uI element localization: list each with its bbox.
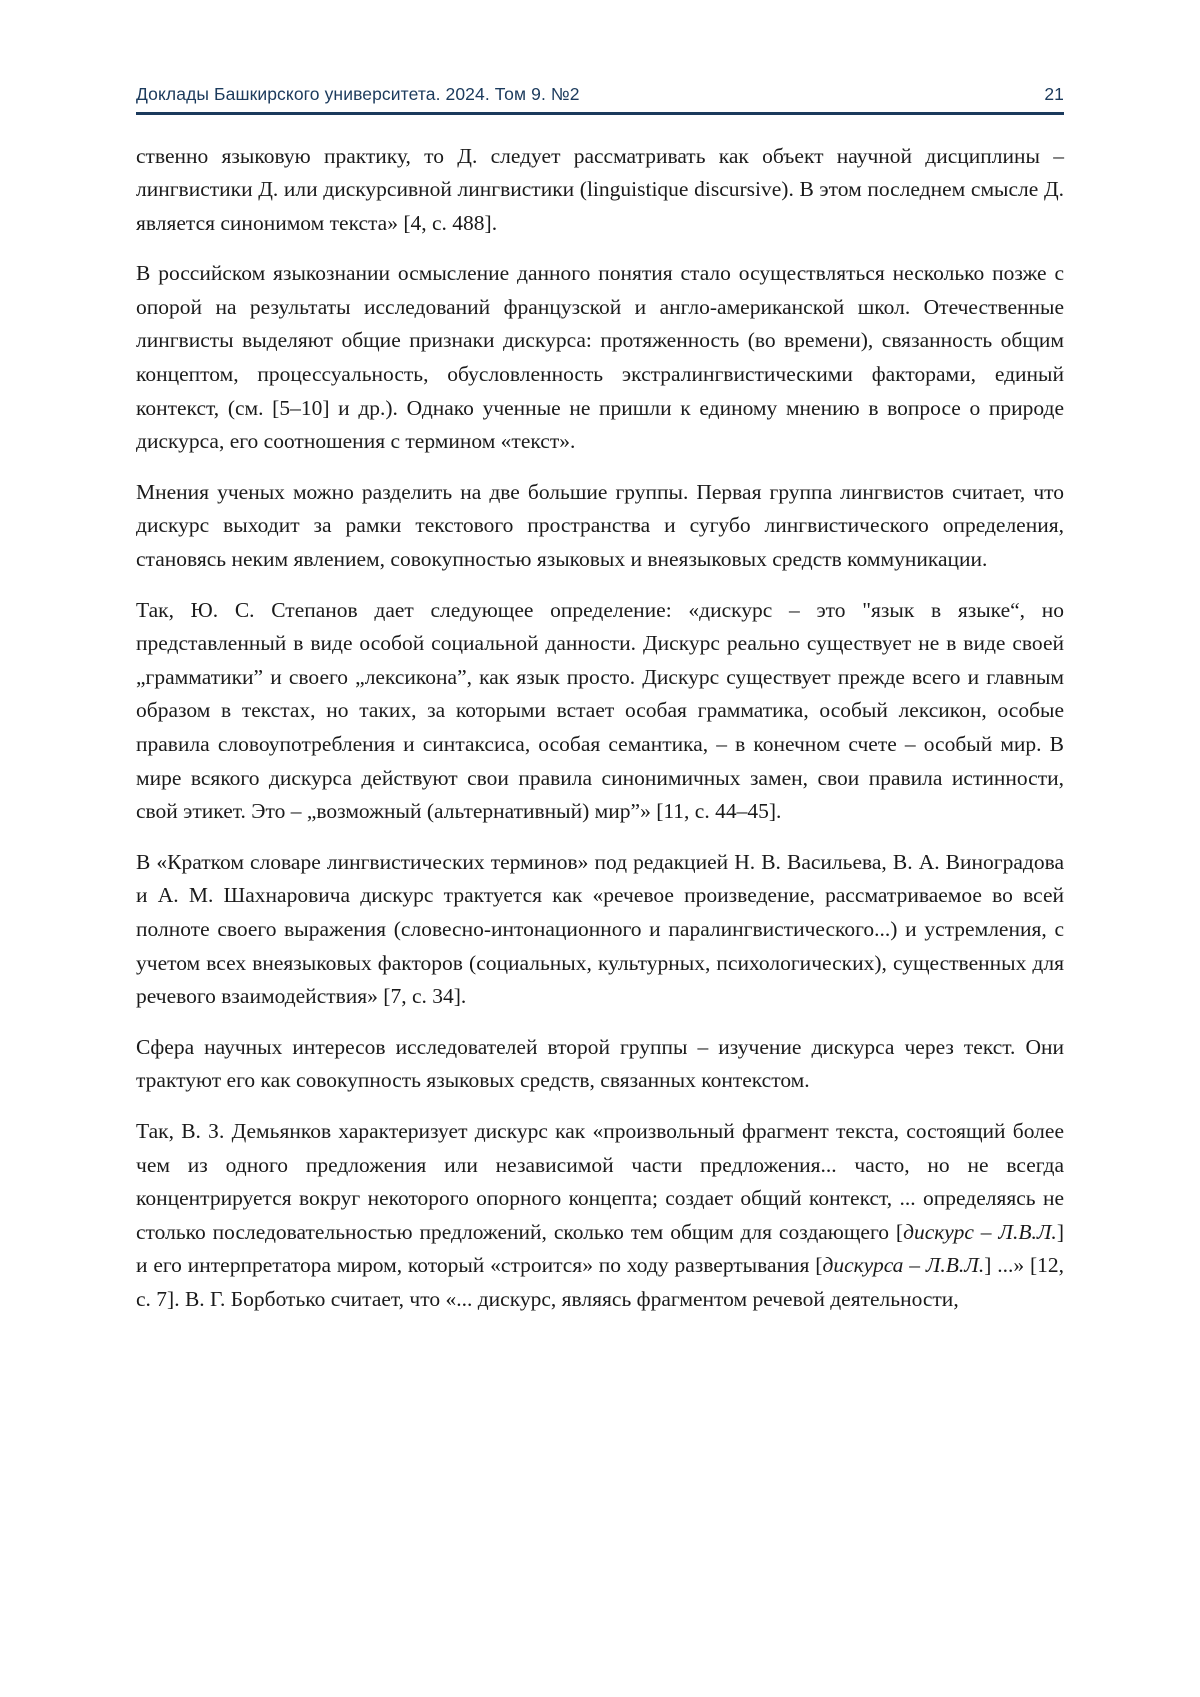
citation-part-3: ] ...» [12, с. 7]. В. Г. Борботько считает, что «... дискурс, являясь фрагментом речевой деятельности,: [136, 1253, 1064, 1311]
running-head: [136, 84, 1064, 112]
journal-title: Доклады Башкирского университета. 2024. Том 9. №2: [136, 84, 580, 104]
citation-part-1: Так, В. З. Демьянков характеризует дискурс как «произвольный фрагмент текста, состоящий более чем из одного предложения или независимой части предложения... часто, но не всегда концентрируется вокруг некоторого опорного концепта; создает общий контекст, ... определяясь не столько последовательностью предложений, сколько тем общим для создающего [: [136, 1118, 1064, 1244]
paragraph: Сфера научных интересов исследователей второй группы – изучение дискурса через текст. Они трактуют его как совокупность языковых средств, связанных контекстом.: [136, 1034, 1064, 1093]
citation-attribution-1: дискурс – Л.В.Л.: [903, 1219, 1057, 1244]
paragraph: В «Кратком словаре лингвистических терминов» под редакцией Н. В. Васильева, В. А. Виноградова и А. М. Шахнаровича дискурс трактуется как «речевое произведение, рассматриваемое во всей полноте своего выражения (словесно-интонационного и паралингвистического...) и устремления, с учетом всех внеязыковых факторов (социальных, культурных, психологических), существенных для речевого взаимодействия» [7, с. 34].: [136, 849, 1064, 1009]
article-body: [136, 140, 1064, 1317]
citation-part-2: ] и его интерпретатора миром, который «строится» по ходу развертывания [: [136, 1219, 1064, 1278]
paragraph: Так, Ю. С. Степанов дает следующее определение: «дискурс – это "язык в языке“, но представленный в виде особой социальной данности. Дискурс реально существует не в виде своей „грамматики” и своего „лексикона”, как язык просто. Дискурс существует прежде всего и главным образом в текстах, но таких, за которыми встает особая грамматика, особый лексикон, особые правила словоупотребления и синтаксиса, особая семантика, – в конечном счете – особый мир. В мире всякого дискурса действуют свои правила синонимичных замен, свои правила истинности, свой этикет. Это – „возможный (альтернативный) мир”» [11, с. 44–45].: [136, 597, 1064, 824]
paragraph-with-citation: [136, 1115, 1064, 1317]
paragraph: Мнения ученых можно разделить на две большие группы. Первая группа лингвистов считает, что дискурс выходит за рамки текстового пространства и сугубо лингвистического определения, становясь неким явлением, совокупностью языковых и внеязыковых средств коммуникации.: [136, 479, 1064, 572]
page-number: 21: [1044, 84, 1064, 104]
citation-attribution-2: дискурса – Л.В.Л.: [822, 1253, 985, 1278]
paragraph: ственно языковую практику, то Д. следует рассматривать как объект научной дисциплины – лингвистики Д. или дискурсивной лингвистики (linguistique discursive). В этом последнем смысле Д. является синонимом текста» [4, с. 488].: [136, 143, 1064, 235]
header-divider: [136, 112, 1064, 115]
paragraph: В российском языкознании осмысление данного понятия стало осуществляться несколько позже с опорой на результаты исследований французской и англо-американской школ. Отечественные лингвисты выделяют общие признаки дискурса: протяженность (во времени), связанность общим концептом, процессуальность, обусловленность экстралингвистическими факторами, единый контекст, (см. [5–10] и др.). Однако ученные не пришли к единому мнению в вопросе о природе дискурса, его соотношения с термином «текст».: [136, 261, 1064, 454]
